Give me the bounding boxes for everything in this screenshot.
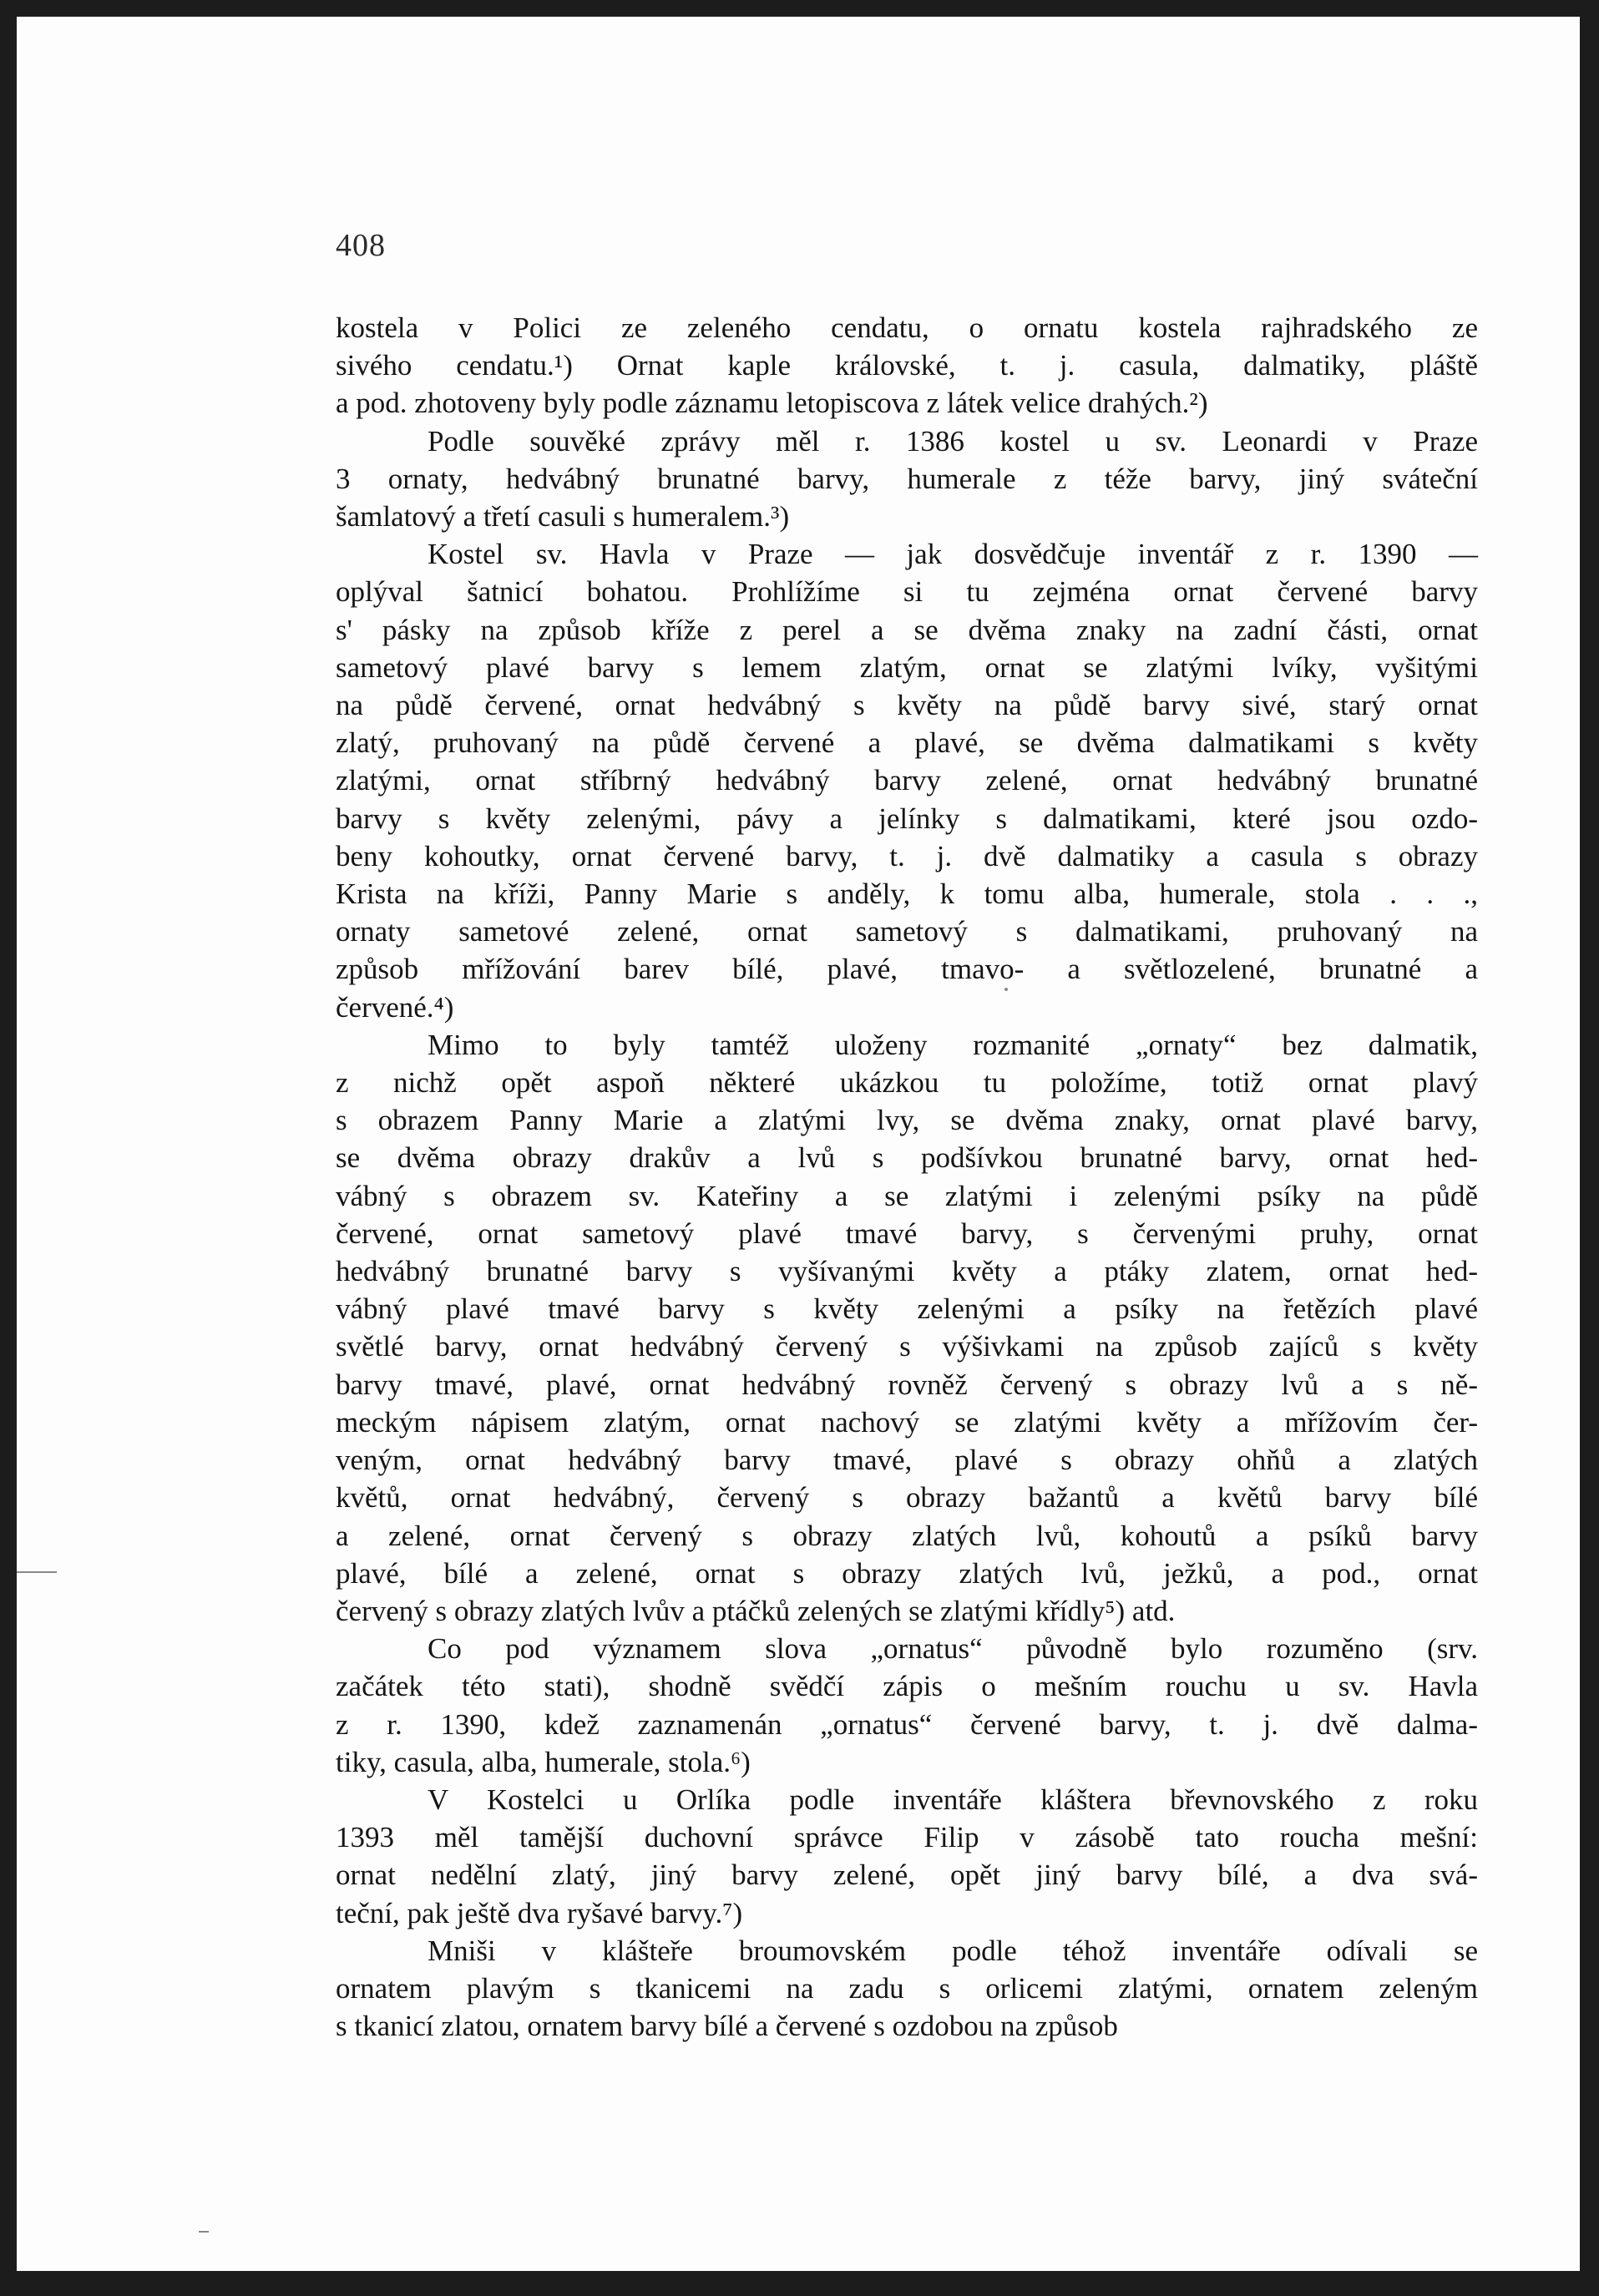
text-line: barvy tmavé, plavé, ornat hedvábný rovněž červený s obrazy lvů a s ně- xyxy=(336,1368,1478,1401)
text-line: červené, ornat sametový plavé tmavé barvy, s červenými pruhy, ornat xyxy=(336,1216,1478,1250)
paragraph xyxy=(336,309,1478,422)
text-line: s obrazem Panny Marie a zlatými lvy, se dvěma znaky, ornat plavé barvy, xyxy=(336,1104,1478,1137)
text-line: s tkanicí zlatou, ornatem barvy bílé a červené s ozdobou na způsob xyxy=(336,2010,1118,2043)
text-line: tiky, casula, alba, humerale, stola.⁶) xyxy=(336,1745,751,1778)
margin-mark xyxy=(17,1571,57,1573)
text-line: zlatý, pruhovaný na půdě červené a plavé, se dvěma dalmatikami s květy xyxy=(336,726,1478,760)
text-line: Kostel sv. Havla v Praze — jak dosvědčuje inventář z r. 1390 — xyxy=(428,538,1478,571)
text-line: na půdě červené, ornat hedvábný s květy na půdě barvy sivé, starý ornat xyxy=(336,689,1478,722)
text-line: šamlatový a třetí casuli s humeralem.³) xyxy=(336,500,790,534)
text-line: červené.⁴) xyxy=(336,990,454,1024)
text-line: Mniši v klášteře broumovském podle téhož inventáře odívali se xyxy=(428,1934,1478,1967)
text-line: sivého cendatu.¹) Ornat kaple královské, t. j. casula, dalmatiky, pláště xyxy=(336,349,1478,382)
text-line: a pod. zhotoveny byly podle záznamu letopiscova z látek velice drahých.²) xyxy=(336,387,1208,420)
text-line: ornaty sametové zelené, ornat sametový s dalmatikami, pruhovaný na xyxy=(336,915,1478,948)
text-line: Krista na kříži, Panny Marie s anděly, k tomu alba, humerale, stola . . ., xyxy=(336,877,1478,911)
paragraph xyxy=(336,1630,1478,1781)
text-line: světlé barvy, ornat hedvábný červený s výšivkami na způsob zajíců s květy xyxy=(336,1330,1478,1363)
scan-dot xyxy=(1004,988,1008,991)
text-line: 1393 měl tamější duchovní správce Filip v zásobě tato roucha mešní: xyxy=(336,1821,1478,1854)
paragraph xyxy=(336,535,1478,1026)
text-line: červený s obrazy zlatých lvův a ptáčků zelených se zlatými křídly⁵) atd. xyxy=(336,1594,1176,1627)
text-line: a zelené, ornat červený s obrazy zlatých lvů, kohoutů a psíků barvy xyxy=(336,1519,1478,1552)
paragraph xyxy=(336,1781,1478,1932)
page-number: 408 xyxy=(336,228,386,263)
text-line: ornat nedělní zlatý, jiný barvy zelené, opět jiný barvy bílé, a dva svá- xyxy=(336,1859,1478,1892)
text-line: Mimo to byly tamtéž uloženy rozmanité „ornaty“ bez dalmatik, xyxy=(428,1028,1478,1061)
text-line: teční, pak ještě dva ryšavé barvy.⁷) xyxy=(336,1896,743,1929)
text-line: kostela v Polici ze zeleného cendatu, o ornatu kostela rajhradského ze xyxy=(336,311,1478,344)
text-line: se dvěma obrazy drakův a lvů s podšívkou brunatné barvy, ornat hed- xyxy=(336,1141,1478,1175)
text-line: z r. 1390, kdež zaznamenán „ornatus“ červené barvy, t. j. dvě dalma- xyxy=(336,1707,1478,1741)
body-text xyxy=(336,309,1478,2045)
paragraph xyxy=(336,422,1478,536)
text-line: veným, ornat hedvábný barvy tmavé, plavé s obrazy ohňů a zlatých xyxy=(336,1444,1478,1477)
text-line: hedvábný brunatné barvy s vyšívanými květy a ptáky zlatem, ornat hed- xyxy=(336,1255,1478,1288)
text-line: začátek této stati), shodně svědčí zápis o mešním rouchu u sv. Havla xyxy=(336,1670,1478,1703)
text-line: sametový plavé barvy s lemem zlatým, ornat se zlatými lvíky, vyšitými xyxy=(336,650,1478,684)
text-line: plavé, bílé a zelené, ornat s obrazy zlatých lvů, ježků, a pod., ornat xyxy=(336,1556,1478,1590)
paragraph xyxy=(336,1932,1478,2046)
text-line: květů, ornat hedvábný, červený s obrazy bažantů a květů barvy bílé xyxy=(336,1481,1478,1515)
text-line: V Kostelci u Orlíka podle inventáře kláštera břevnovského z roku xyxy=(428,1783,1478,1816)
text-line: Podle souvěké zprávy měl r. 1386 kostel u sv. Leonardi v Praze xyxy=(428,424,1478,458)
text-line: z nichž opět aspoň některé ukázkou tu položíme, totiž ornat plavý xyxy=(336,1066,1478,1100)
text-line: oplýval šatnicí bohatou. Prohlížíme si tu zejména ornat červené barvy xyxy=(336,575,1478,609)
text-line: způsob mřížování barev bílé, plavé, tmavo- a světlozelené, brunatné a xyxy=(336,953,1478,986)
text-line: meckým nápisem zlatým, ornat nachový se zlatými květy a mřížovím čer- xyxy=(336,1405,1478,1439)
text-line: zlatými, ornat stříbrný hedvábný barvy zelené, ornat hedvábný brunatné xyxy=(336,764,1478,797)
text-line: vábný s obrazem sv. Kateřiny a se zlatými i zelenými psíky na půdě xyxy=(336,1179,1478,1212)
paragraph xyxy=(336,1026,1478,1630)
text-line: Co pod významem slova „ornatus“ původně bylo rozuměno (srv. xyxy=(428,1632,1478,1666)
text-line: vábný plavé tmavé barvy s květy zelenými a psíky na řetězích plavé xyxy=(336,1292,1478,1326)
document-page xyxy=(17,17,1580,2271)
text-line: ornatem plavým s tkanicemi na zadu s orlicemi zlatými, ornatem zeleným xyxy=(336,1971,1478,2005)
text-line: beny kohoutky, ornat červené barvy, t. j. dvě dalmatiky a casula s obrazy xyxy=(336,839,1478,872)
scan-dot xyxy=(199,2231,209,2233)
text-line: 3 ornaty, hedvábný brunatné barvy, humerale z téže barvy, jiný sváteční xyxy=(336,462,1478,495)
text-line: barvy s květy zelenými, pávy a jelínky s dalmatikami, které jsou ozdo- xyxy=(336,802,1478,835)
text-line: s' pásky na způsob kříže z perel a se dvěma znaky na zadní části, ornat xyxy=(336,613,1478,646)
